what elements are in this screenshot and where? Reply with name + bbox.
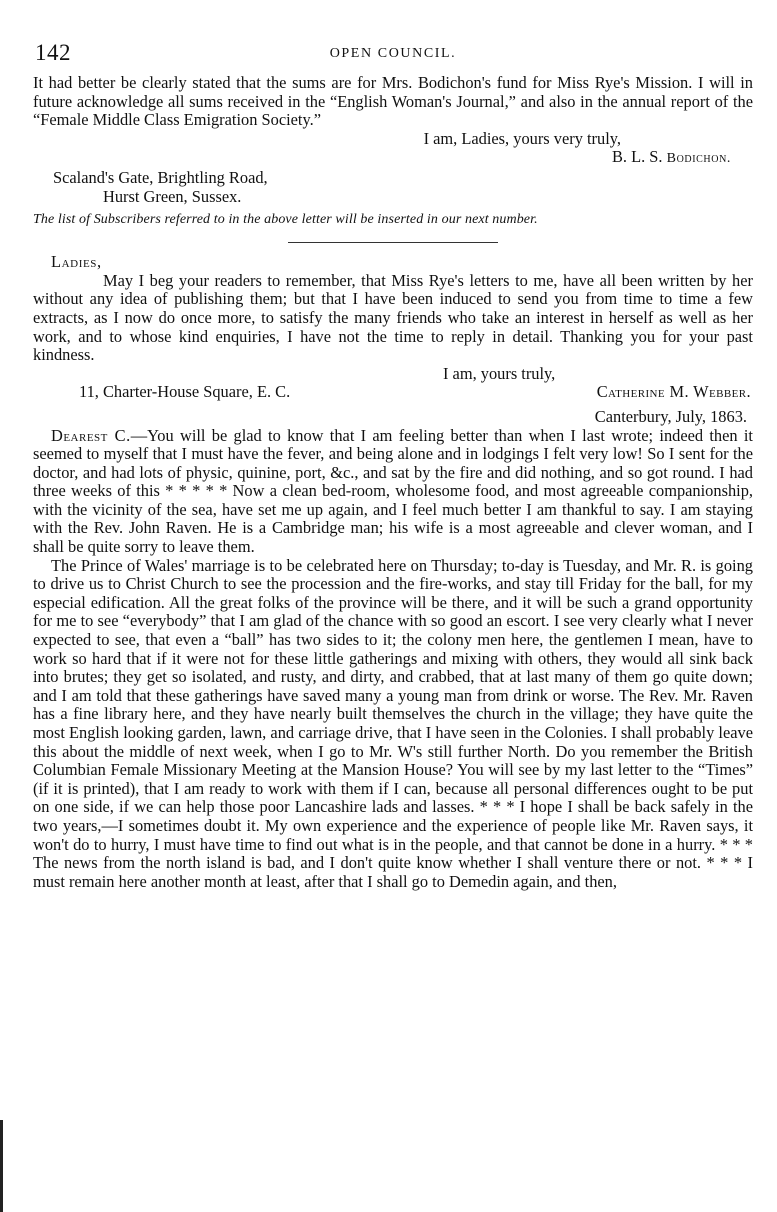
running-title: OPEN COUNCIL. bbox=[329, 46, 457, 61]
letter-salutation: Dearest C. bbox=[51, 425, 131, 445]
signature-initials: B. L. S. bbox=[611, 147, 663, 167]
letter-body: May I beg your readers to remember, that Miss Rye's letters to me, have all been written by her without any idea of publishing them; but that I have been induced to send you from time to time a few extracts, as I now do once more, to satisfy the many friends who take an interest in herself as well as her work, and to whose kind enquiries, I have not the time to reply in detail. Thanking you for your past kindness. bbox=[33, 270, 753, 365]
letter-signature-row bbox=[33, 383, 753, 402]
letter-rye bbox=[33, 408, 753, 891]
signature-name: Bodichon. bbox=[666, 151, 731, 167]
page bbox=[33, 40, 753, 891]
letter-body: It had better be clearly stated that the sums are for Mrs. Bodichon's fund for Miss Rye's Mission. I will in future acknowledge all sums received in the “English Woman's Journal,” and also in the annual report of the “Female Middle Class Emigration Society.” bbox=[33, 73, 753, 130]
letter-signature bbox=[33, 148, 753, 169]
editorial-note: The list of Subscribers referred to in the above letter will be inserted in our next number. bbox=[33, 212, 538, 228]
section-divider bbox=[288, 242, 498, 243]
address-line-1: Scaland's Gate, Brightling Road, bbox=[53, 167, 268, 187]
page-edge-mark bbox=[0, 1120, 3, 1212]
letter-salutation: Ladies, bbox=[51, 252, 102, 272]
letter-closing: I am, yours truly, bbox=[443, 363, 556, 383]
page-number: 142 bbox=[35, 40, 71, 65]
page-header bbox=[33, 40, 753, 74]
letter-paragraph-text: —You will be glad to know that I am feeling better than when I last wrote; indeed then it seemed to myself that I must have the fever, and being alone and in lodgings I felt very low! So I sent for the doctor, and had lots of physic, quinine, port, &c., and sat by the fire and did nothing, and so got round. I had three weeks of this * * * * * Now a clean bed-room, wholesome food, and most agreeable companionship, with the vicinity of the sea, have set me up again, and I feel much better I am thankful to say. I am staying with the Rev. John Raven. He is a Cambridge man; his wife is a most agreeable and clever woman, and I shall be quite sorry to leave them. bbox=[33, 425, 753, 557]
letter-paragraph-2: The Prince of Wales' marriage is to be celebrated here on Thursday; to-day is Tuesday, and Mr. R. is going to drive us to Christ Church to see the procession and the fire-works, and stay till Friday for the ball, for my especial edification. All the great folks of the province will be there, and it will be such a grand opportunity for me to see “everybody” that I am glad of the chance with so good an escort. I see very clearly what I never expected to see, that even a “ball” has two sides to it; the colony men here, the gentlemen I mean, have to work so hard that if it were not for these little gatherings and mixing with others, they would all sink back into brutes; they get so isolated, and rusty, and dirty, and crabbed, that at last many of them go quite down; and I am told that these gatherings have saved many a young man from drink or worse. The Rev. Mr. Raven has a fine library here, and they have nearly built themselves the church in the village; they have quite the most English looking garden, lawn, and carriage drive, that I have seen in the Colonies. I shall probably leave this about the middle of next week, when I go to Mr. W's still further North. Do you remember the British Columbian Female Missionary Meeting at the Mansion House? You will see by my last letter to the “Times” (if it is printed), that I am ready to work with them if I can, because all personal differences ought to be put on one side, if we can help those poor Lancashire lads and lasses. * * * I hope I shall be back safely in the two years,—I sometimes doubt it. My own experience and the experience of people like Mr. Raven says, it won't do to hurry, I must have time to find out what is in the people, and that cannot be done in a hurry. * * * The news from the north island is bad, and I don't quite know whether I shall venture there or not. * * * I must remain here another month at least, after that I shall go to Demedin again, and then, bbox=[33, 555, 753, 891]
address-line-2: Hurst Green, Sussex. bbox=[103, 186, 242, 206]
letter-signature: Catherine M. Webber. bbox=[596, 382, 751, 402]
letter-address: 11, Charter-House Square, E. C. bbox=[79, 382, 291, 402]
letter-dateline: Canterbury, July, 1863. bbox=[594, 406, 747, 426]
letter-webber bbox=[33, 253, 753, 402]
letter-bodichon bbox=[33, 74, 753, 206]
letter-paragraph-1 bbox=[33, 427, 753, 557]
letter-closing: I am, Ladies, yours very truly, bbox=[423, 128, 621, 148]
